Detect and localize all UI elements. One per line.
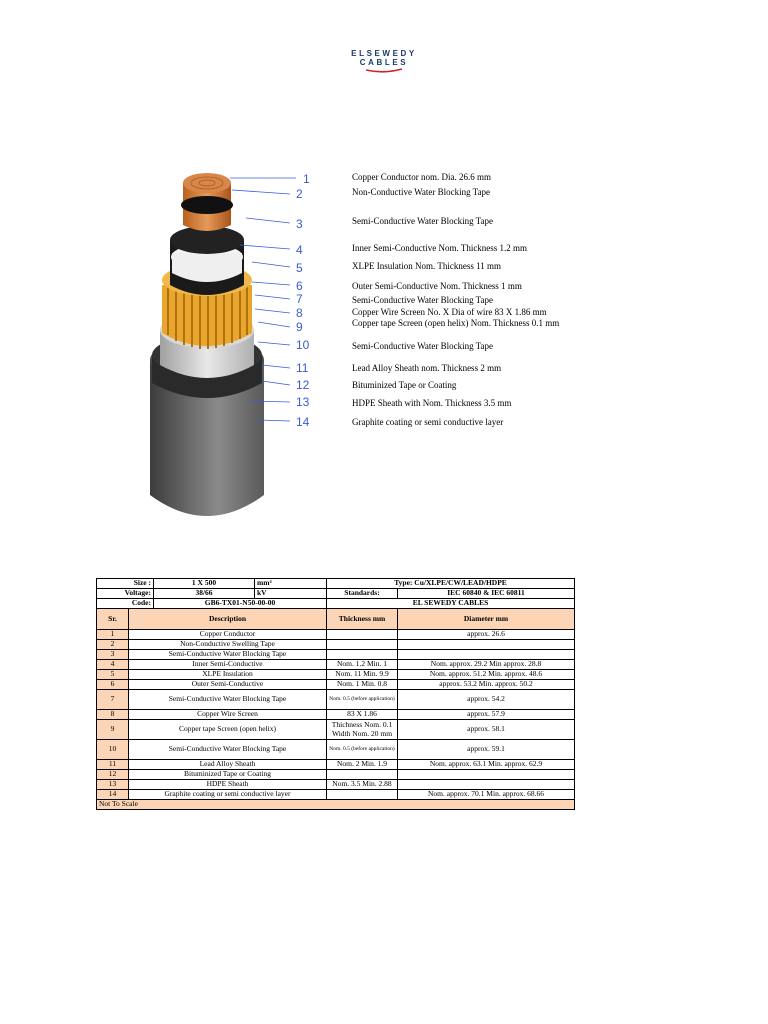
row-sr: 14: [97, 790, 129, 800]
row-diameter: Nom. approx. 29.2 Min approx. 28.8: [398, 660, 575, 670]
row-description: Copper Wire Screen: [129, 710, 327, 720]
table-row: [97, 720, 575, 740]
callout-number: 2: [296, 187, 303, 201]
row-sr: 4: [97, 660, 129, 670]
callout-number: 13: [296, 395, 310, 409]
cable-cross-section-illustration: [150, 165, 310, 535]
row-sr: 6: [97, 680, 129, 690]
voltage-value: 38/66: [154, 589, 255, 598]
callout-number: 8: [296, 306, 303, 320]
size-value: 1 X 500: [154, 579, 255, 588]
table-row: [97, 760, 575, 770]
table-row: [97, 780, 575, 790]
callout-label: Non-Conductive Water Blocking Tape: [352, 187, 491, 197]
spec-rows: [97, 630, 575, 800]
row-thickness: [327, 790, 398, 800]
header-description: Description: [129, 609, 327, 630]
row-diameter: Nom. approx. 70.1 Min. approx. 68.66: [398, 790, 575, 800]
row-sr: 3: [97, 650, 129, 660]
row-description: Copper tape Screen (open helix): [129, 720, 327, 740]
callout-label: Graphite coating or semi conductive layer: [352, 417, 504, 427]
cable-type: Type: Cu/XLPE/CW/LEAD/HDPE: [327, 579, 575, 589]
voltage-unit: kV: [257, 589, 267, 598]
row-description: Copper Conductor: [129, 630, 327, 640]
company-logo: [348, 49, 420, 73]
callout-label: Copper Wire Screen No. X Dia of wire 83 X 1.86 mm: [352, 307, 547, 317]
table-row: [97, 670, 575, 680]
row-sr: 11: [97, 760, 129, 770]
row-sr: 8: [97, 710, 129, 720]
callout-label: HDPE Sheath with Nom. Thickness 3.5 mm: [352, 398, 512, 408]
row-thickness: 83 X 1.86: [327, 710, 398, 720]
row-diameter: approx. 26.6: [398, 630, 575, 640]
row-description: HDPE Sheath: [129, 780, 327, 790]
callout-label: Semi-Conductive Water Blocking Tape: [352, 216, 494, 226]
row-diameter: [398, 640, 575, 650]
row-diameter: approx. 54.2: [398, 690, 575, 710]
row-sr: 7: [97, 690, 129, 710]
header-thickness: Thickness mm: [327, 609, 398, 630]
logo-line-1: ELSEWEDY: [351, 49, 417, 58]
table-row: [97, 599, 575, 609]
row-sr: 9: [97, 720, 129, 740]
row-thickness: Nom. 1 Min. 0.8: [327, 680, 398, 690]
row-thickness: Nom. 3.5 Min. 2.88: [327, 780, 398, 790]
callout-label: Copper tape Screen (open helix) Nom. Thickness 0.1 mm: [352, 318, 560, 328]
row-description: Non-Conductive Swelling Tape: [129, 640, 327, 650]
cable-spec-table: [96, 578, 575, 810]
callout-number: 14: [296, 415, 310, 429]
header-sr: Sr.: [97, 609, 129, 630]
table-row: [97, 740, 575, 760]
row-description: Semi-Conductive Water Blocking Tape: [129, 690, 327, 710]
row-diameter: approx. 53.2 Min. approx. 50.2: [398, 680, 575, 690]
table-footer-row: [97, 800, 575, 810]
table-row: [97, 680, 575, 690]
row-thickness: Nom. 0.5 (before application): [327, 740, 398, 760]
row-thickness: [327, 640, 398, 650]
callout-label: Semi-Conductive Water Blocking Tape: [352, 295, 494, 305]
row-sr: 2: [97, 640, 129, 650]
callout-number: 12: [296, 378, 310, 392]
callout-number: 9: [296, 320, 303, 334]
row-sr: 10: [97, 740, 129, 760]
callout-number: 4: [296, 243, 303, 257]
row-sr: 1: [97, 630, 129, 640]
row-description: Semi-Conductive Water Blocking Tape: [129, 650, 327, 660]
callout-number: 7: [296, 292, 303, 306]
row-sr: 13: [97, 780, 129, 790]
callout-number: 5: [296, 261, 303, 275]
callout-label: Lead Alloy Sheath nom. Thickness 2 mm: [352, 363, 502, 373]
voltage-label: Voltage:: [97, 589, 154, 598]
row-thickness: Nom. 11 Min. 9.9: [327, 670, 398, 680]
row-diameter: [398, 780, 575, 790]
size-unit: mm²: [257, 579, 272, 588]
row-description: Inner Semi-Conductive: [129, 660, 327, 670]
row-diameter: [398, 770, 575, 780]
row-description: XLPE Insulation: [129, 670, 327, 680]
table-row: [97, 770, 575, 780]
table-header-row: [97, 609, 575, 630]
standards-value: IEC 60840 & IEC 60811: [398, 589, 575, 599]
table-row: [97, 630, 575, 640]
code-value: GB6-TX01-N50-00-00: [204, 599, 276, 608]
row-diameter: approx. 59.1: [398, 740, 575, 760]
row-thickness: Thichness Nom. 0.1 Width Nom. 20 mm: [327, 720, 398, 740]
row-diameter: approx. 58.1: [398, 720, 575, 740]
logo-swoosh-icon: [364, 68, 404, 73]
row-thickness: [327, 770, 398, 780]
row-diameter: [398, 650, 575, 660]
callout-label: Copper Conductor nom. Dia. 26.6 mm: [352, 172, 491, 182]
row-thickness: [327, 650, 398, 660]
row-description: Graphite coating or semi conductive layer: [129, 790, 327, 800]
company-name: EL SEWEDY CABLES: [327, 599, 575, 609]
logo-line-2: CABLES: [359, 58, 409, 67]
row-thickness: Nom. 1.2 Min. 1: [327, 660, 398, 670]
row-thickness: [327, 630, 398, 640]
code-label: Code:: [97, 599, 154, 608]
table-row: [97, 660, 575, 670]
row-description: Semi-Conductive Water Blocking Tape: [129, 740, 327, 760]
callout-number: 1: [303, 172, 310, 186]
header-diameter: Diameter mm: [398, 609, 575, 630]
callout-number: 3: [296, 217, 303, 231]
table-row: [97, 690, 575, 710]
not-to-scale-note: Not To Scale: [97, 800, 575, 810]
table-row: [97, 650, 575, 660]
size-label: Size :: [97, 579, 154, 588]
row-sr: 12: [97, 770, 129, 780]
callout-label: Semi-Conductive Water Blocking Tape: [352, 341, 494, 351]
callout-number: 11: [296, 361, 309, 375]
row-thickness: Nom. 2 Min. 1.9: [327, 760, 398, 770]
callout-label: Outer Semi-Conductive Nom. Thickness 1 mm: [352, 281, 522, 291]
table-row: [97, 790, 575, 800]
table-row: [97, 579, 575, 589]
table-row: [97, 640, 575, 650]
row-diameter: Nom. approx. 63.1 Min. approx. 62.9: [398, 760, 575, 770]
table-row: [97, 589, 575, 599]
row-description: Bituminized Tape or Coating: [129, 770, 327, 780]
row-diameter: Nom. approx. 51.2 Min. approx. 48.6: [398, 670, 575, 680]
table-row: [97, 710, 575, 720]
row-sr: 5: [97, 670, 129, 680]
callout-number: 6: [296, 279, 303, 293]
standards-label: Standards:: [327, 589, 398, 599]
row-description: Outer Semi-Conductive: [129, 680, 327, 690]
callout-label: Inner Semi-Conductive Nom. Thickness 1.2 mm: [352, 243, 528, 253]
row-description: Lead Alloy Sheath: [129, 760, 327, 770]
callout-label: XLPE Insulation Nom. Thickness 11 mm: [352, 261, 501, 271]
callout-label: Bituminized Tape or Coating: [352, 380, 457, 390]
row-thickness: Nom. 0.5 (before application): [327, 690, 398, 710]
callout-number: 10: [296, 338, 310, 352]
row-diameter: approx. 57.9: [398, 710, 575, 720]
